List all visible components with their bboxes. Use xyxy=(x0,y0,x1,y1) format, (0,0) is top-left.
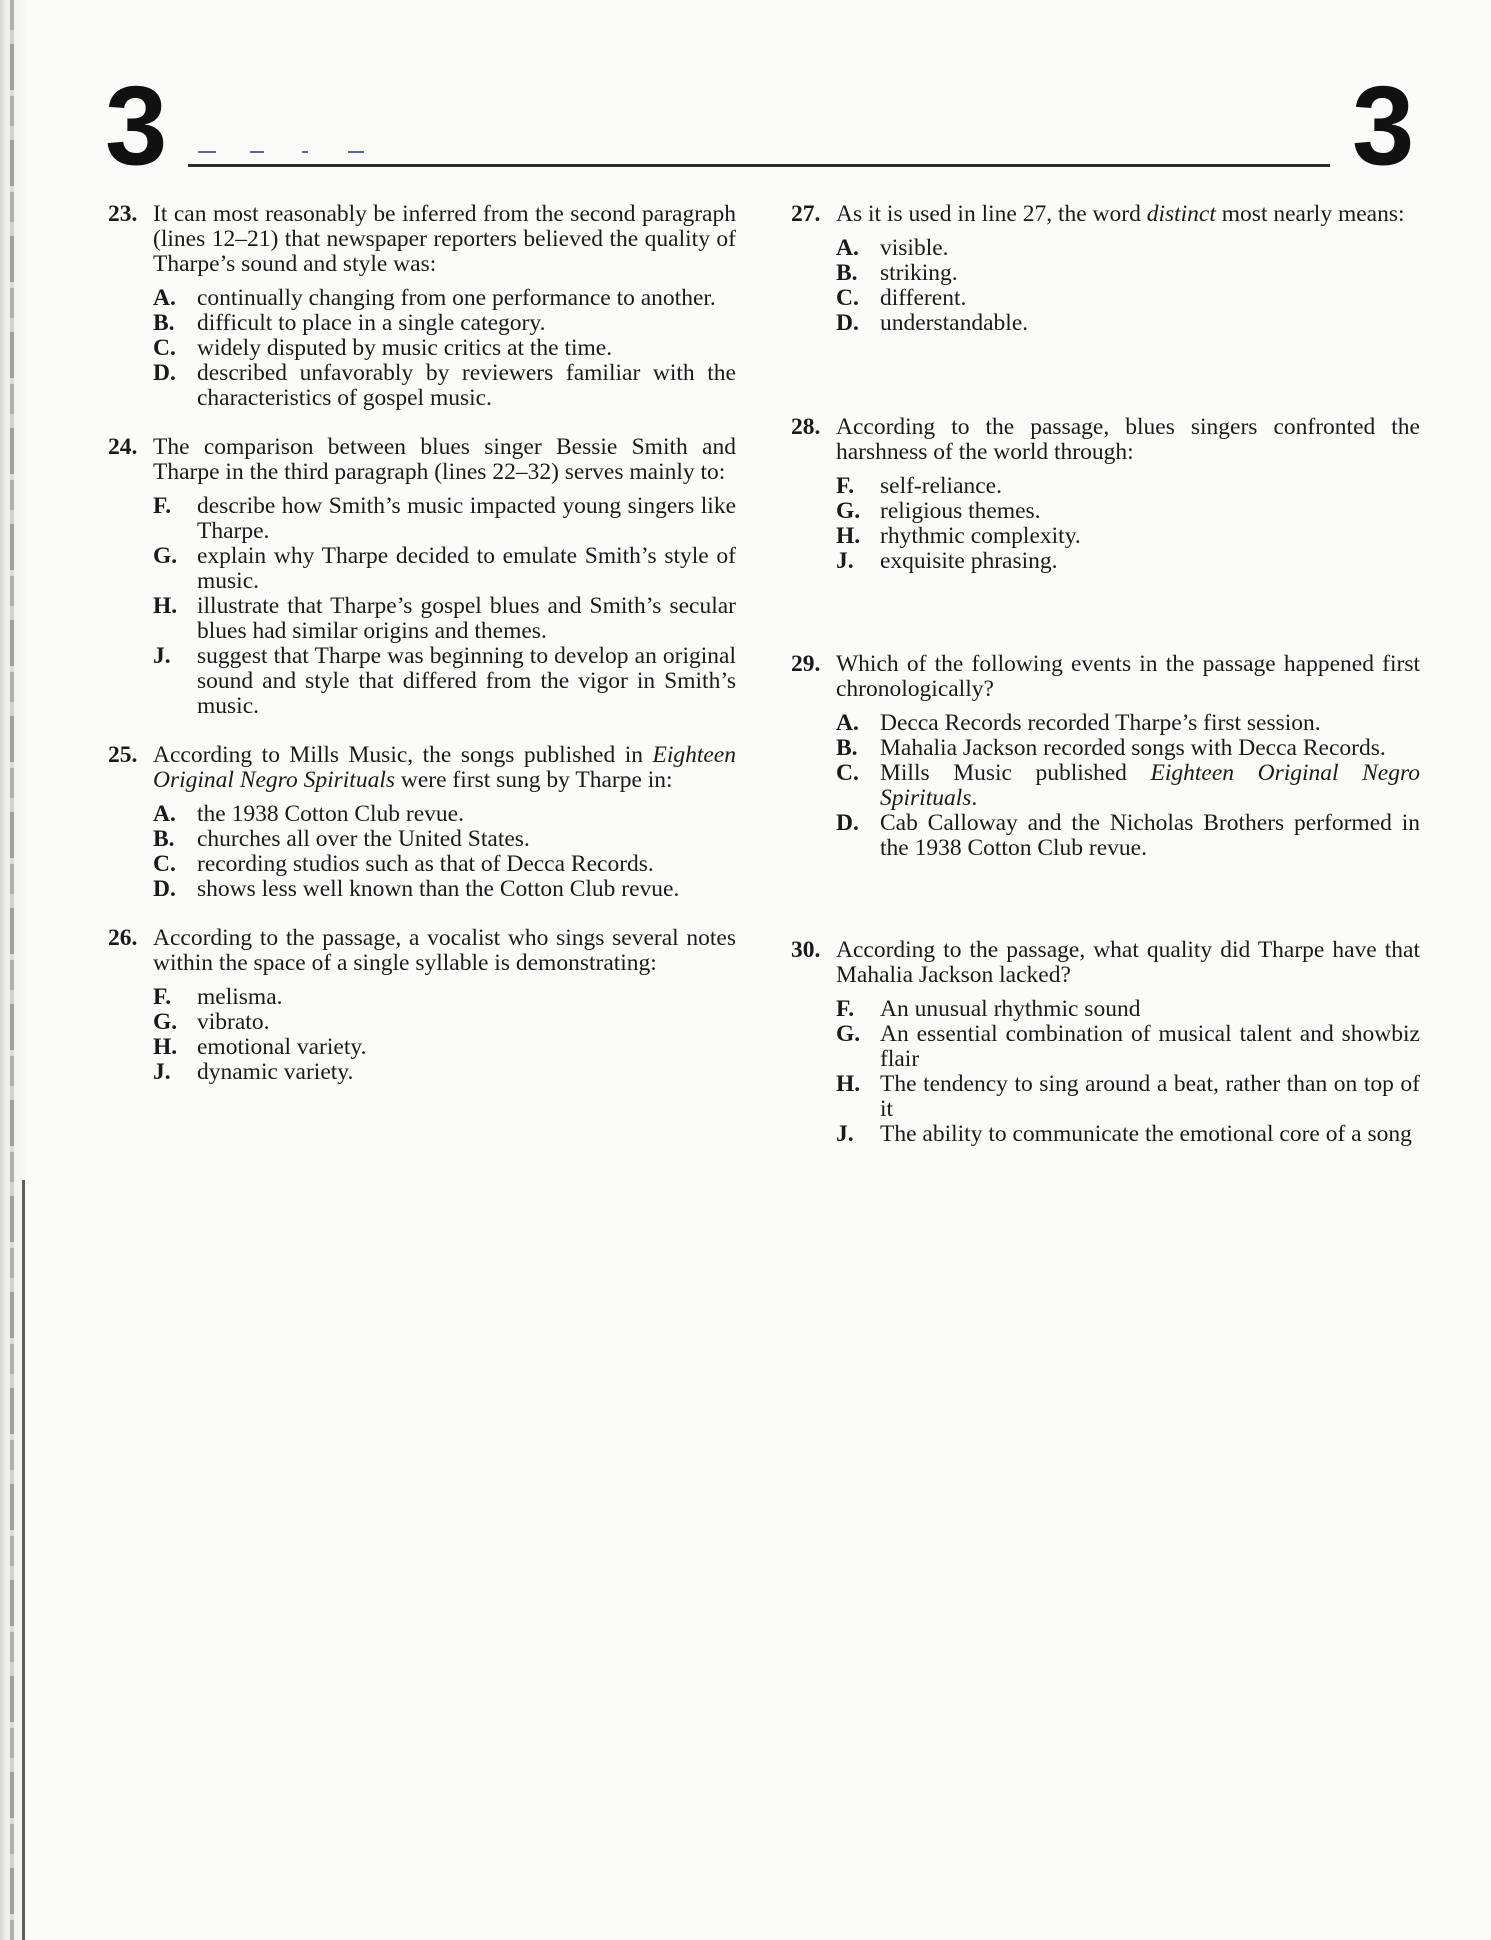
question-number: 30. xyxy=(791,937,821,963)
vocabulary-word: distinct xyxy=(1146,201,1216,227)
option-letter: H. xyxy=(153,1034,178,1060)
section-number-left: 3 xyxy=(105,63,168,188)
option-text: rhythmic complexity. xyxy=(880,523,1081,549)
question-26 xyxy=(108,926,736,1085)
scan-dash-mark xyxy=(348,151,364,153)
option-text: An essential combination of musical talent and showbiz flair xyxy=(880,1021,1420,1072)
option-letter: D. xyxy=(836,310,859,336)
question-stem xyxy=(791,938,1420,988)
option-text: dynamic variety. xyxy=(197,1059,354,1085)
question-stem-text: According to Mills Music, the songs published in xyxy=(153,742,653,768)
answer-option[interactable] xyxy=(791,549,1420,574)
option-text: describe how Smith’s music impacted young singers like Tharpe. xyxy=(197,493,736,544)
question-28 xyxy=(791,415,1420,574)
option-letter: A. xyxy=(836,235,859,261)
answer-option[interactable] xyxy=(791,761,1420,811)
option-text-part: . xyxy=(971,785,978,811)
question-stem-text: The comparison between blues singer Bessie Smith and Tharpe in the third paragraph (lines 22–32) serves mainly to: xyxy=(153,434,736,485)
answer-option[interactable] xyxy=(108,1010,736,1035)
right-question-column xyxy=(791,202,1420,1147)
question-24 xyxy=(108,435,736,719)
option-text: churches all over the United States. xyxy=(197,826,530,852)
option-letter: F. xyxy=(836,473,855,499)
question-stem xyxy=(791,415,1420,465)
answer-option[interactable] xyxy=(108,594,736,644)
option-text: striking. xyxy=(880,260,958,286)
answer-option[interactable] xyxy=(108,852,736,877)
answer-option[interactable] xyxy=(108,877,736,902)
question-stem xyxy=(791,652,1420,702)
option-letter: D. xyxy=(836,810,859,836)
scan-dash-mark xyxy=(198,151,216,153)
question-stem xyxy=(108,926,736,976)
question-number: 23. xyxy=(108,201,138,227)
scan-edge xyxy=(0,0,26,1940)
option-letter: A. xyxy=(153,285,176,311)
question-stem-text: It can most reasonably be inferred from the second paragraph (lines 12–21) that newspaper reporters believed the quality of Tharpe’s sound and style was: xyxy=(153,201,736,277)
answer-option[interactable] xyxy=(791,524,1420,549)
question-stem-text: Which of the following events in the passage happened first chronologically? xyxy=(836,651,1420,702)
option-text: visible. xyxy=(880,235,949,261)
answer-option[interactable] xyxy=(108,336,736,361)
option-text: self-reliance. xyxy=(880,473,1002,499)
question-stem-text: According to the passage, blues singers confronted the harshness of the world through: xyxy=(836,414,1420,465)
answer-option[interactable] xyxy=(108,361,736,411)
option-text: explain why Tharpe decided to emulate Smith’s style of music. xyxy=(197,543,736,594)
option-letter: J. xyxy=(836,1121,854,1147)
question-stem-text: According to the passage, what quality did Tharpe have that Mahalia Jackson lacked? xyxy=(836,937,1420,988)
option-letter: H. xyxy=(836,1071,861,1097)
book-title: Eighteen Original Negro Spirituals xyxy=(153,742,736,793)
option-text: An unusual rhythmic sound xyxy=(880,996,1141,1022)
answer-option[interactable] xyxy=(791,811,1420,861)
question-29 xyxy=(791,652,1420,861)
answer-option[interactable] xyxy=(791,711,1420,736)
answer-options xyxy=(791,711,1420,861)
answer-option[interactable] xyxy=(791,997,1420,1022)
question-27 xyxy=(791,202,1420,336)
option-letter: F. xyxy=(153,493,172,519)
option-letter: B. xyxy=(836,260,858,286)
answer-option[interactable] xyxy=(791,736,1420,761)
option-letter: J. xyxy=(153,1059,171,1085)
option-text: melisma. xyxy=(197,984,283,1010)
option-letter: H. xyxy=(836,523,861,549)
option-letter: C. xyxy=(836,285,859,311)
option-text: different. xyxy=(880,285,967,311)
answer-option[interactable] xyxy=(791,1122,1420,1147)
question-23 xyxy=(108,202,736,411)
answer-options xyxy=(108,286,736,411)
option-letter: A. xyxy=(836,710,859,736)
answer-option[interactable] xyxy=(791,286,1420,311)
option-letter: D. xyxy=(153,876,176,902)
header-rule xyxy=(188,164,1330,167)
option-text xyxy=(880,761,1420,811)
option-letter: C. xyxy=(836,760,859,786)
option-letter: B. xyxy=(153,826,175,852)
answer-option[interactable] xyxy=(791,236,1420,261)
option-text-part: Mills Music published xyxy=(880,760,1151,786)
answer-options xyxy=(108,802,736,902)
answer-option[interactable] xyxy=(791,261,1420,286)
option-text: widely disputed by music critics at the time. xyxy=(197,335,613,361)
question-stem xyxy=(791,202,1420,227)
option-letter: F. xyxy=(153,984,172,1010)
option-letter: F. xyxy=(836,996,855,1022)
option-letter: G. xyxy=(153,543,178,569)
answer-option[interactable] xyxy=(108,1035,736,1060)
option-text: vibrato. xyxy=(197,1009,270,1035)
option-text: suggest that Tharpe was beginning to develop an original sound and style that differed from the vigor in Smith’s music. xyxy=(197,643,736,719)
option-text: shows less well known than the Cotton Club revue. xyxy=(197,876,680,902)
option-text: The tendency to sing around a beat, rather than on top of it xyxy=(880,1071,1420,1122)
option-letter: G. xyxy=(153,1009,178,1035)
question-stem-text: As it is used in line 27, the word xyxy=(836,201,1147,227)
question-30 xyxy=(791,938,1420,1147)
question-number: 27. xyxy=(791,201,821,227)
option-text: Decca Records recorded Tharpe’s first session. xyxy=(880,710,1321,736)
answer-option[interactable] xyxy=(791,499,1420,524)
answer-option[interactable] xyxy=(108,985,736,1010)
answer-options xyxy=(791,236,1420,336)
option-text: illustrate that Tharpe’s gospel blues and Smith’s secular blues had similar origins and themes. xyxy=(197,593,736,644)
option-text: the 1938 Cotton Club revue. xyxy=(197,801,464,827)
option-text: emotional variety. xyxy=(197,1034,367,1060)
scan-dash-mark xyxy=(302,151,308,153)
answer-options xyxy=(791,997,1420,1147)
question-number: 29. xyxy=(791,651,821,677)
answer-option[interactable] xyxy=(108,827,736,852)
option-letter: G. xyxy=(836,1021,861,1047)
option-letter: H. xyxy=(153,593,178,619)
section-number-right: 3 xyxy=(1352,63,1415,188)
answer-option[interactable] xyxy=(108,644,736,719)
option-text: difficult to place in a single category. xyxy=(197,310,546,336)
option-letter: B. xyxy=(153,310,175,336)
answer-option[interactable] xyxy=(791,474,1420,499)
option-letter: J. xyxy=(153,643,171,669)
answer-options xyxy=(108,494,736,719)
answer-option[interactable] xyxy=(108,286,736,311)
option-text: Cab Calloway and the Nicholas Brothers performed in the 1938 Cotton Club revue. xyxy=(880,810,1420,861)
option-letter: C. xyxy=(153,851,176,877)
question-stem xyxy=(108,435,736,485)
question-25 xyxy=(108,743,736,902)
question-number: 24. xyxy=(108,434,138,460)
option-text: understandable. xyxy=(880,310,1029,336)
option-text: recording studios such as that of Decca Records. xyxy=(197,851,654,877)
question-number: 28. xyxy=(791,414,821,440)
scan-dash-mark xyxy=(250,151,264,153)
option-text: religious themes. xyxy=(880,498,1041,524)
answer-option[interactable] xyxy=(108,311,736,336)
question-stem xyxy=(108,743,736,793)
answer-option[interactable] xyxy=(108,802,736,827)
option-text: exquisite phrasing. xyxy=(880,548,1058,574)
option-letter: A. xyxy=(153,801,176,827)
question-stem-text: most nearly means: xyxy=(1215,201,1405,227)
answer-options xyxy=(108,985,736,1085)
answer-option[interactable] xyxy=(108,1060,736,1085)
option-text: described unfavorably by reviewers familiar with the characteristics of gospel music. xyxy=(197,360,736,411)
option-letter: D. xyxy=(153,360,176,386)
book-title: Eighteen Original Negro Spirituals xyxy=(880,760,1421,811)
answer-options xyxy=(791,474,1420,574)
answer-option[interactable] xyxy=(791,311,1420,336)
option-letter: C. xyxy=(153,335,176,361)
question-stem-text: According to the passage, a vocalist who sings several notes within the space of a single syllable is demonstrating: xyxy=(153,925,736,976)
question-stem xyxy=(108,202,736,277)
option-letter: B. xyxy=(836,735,858,761)
left-question-column xyxy=(108,202,736,1085)
option-text: The ability to communicate the emotional core of a song xyxy=(880,1121,1412,1147)
question-number: 26. xyxy=(108,925,138,951)
option-letter: J. xyxy=(836,548,854,574)
question-number: 25. xyxy=(108,742,138,768)
question-stem-text: were first sung by Tharpe in: xyxy=(395,767,673,793)
answer-option[interactable] xyxy=(791,1022,1420,1072)
option-text: continually changing from one performance to another. xyxy=(197,285,716,311)
answer-option[interactable] xyxy=(108,494,736,544)
option-letter: G. xyxy=(836,498,861,524)
answer-option[interactable] xyxy=(108,544,736,594)
answer-option[interactable] xyxy=(791,1072,1420,1122)
option-text: Mahalia Jackson recorded songs with Decca Records. xyxy=(880,735,1386,761)
